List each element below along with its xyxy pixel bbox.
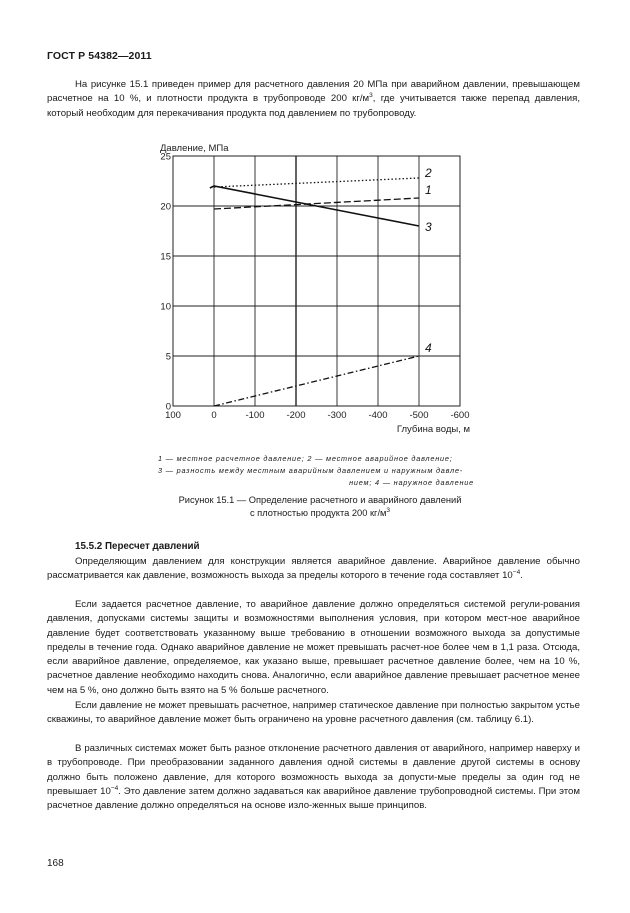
x-tick-label: 100: [165, 410, 181, 421]
series-label-4: 4: [425, 341, 432, 355]
y-tick-label: 5: [165, 351, 171, 363]
series-line-1: [214, 198, 419, 209]
legend-line-3: нием; 4 — наружное давление: [349, 478, 474, 487]
section-title: 15.5.2 Пересчет давлений: [75, 541, 200, 552]
series-label-2: 2: [425, 166, 432, 180]
paragraph-3: Если давление не может превышать расчетное, например статическое давление при полностью закрытом устье скважины, то аварийное давление может быть ограничено на уровне расчетного давления (см. таблицу 6.1).: [47, 700, 580, 726]
paragraph-1: [47, 555, 580, 584]
x-tick-label: -300: [327, 410, 347, 421]
paragraph-4: [47, 742, 580, 813]
paragraph-4-end: . Это давление затем должно задаваться как аварийное давление трубопроводной системы. При этом расчетное давление должно определяться на основе изло-женных выше принципов.: [47, 785, 580, 812]
legend-line-2: 3 — разность между местным аварийным давлением и наружным давле-: [158, 466, 464, 475]
paragraph-2: Если задается расчетное давление, то аварийное давление должно определяться системой регули-рования давления, допусками системы защиты и возможностями выполнения условия, при котором мест-ное аварийное давление будет соответствовать указанному выше требованию в отношении возможного выхода за допустимые пределы в течение года. Однако аварийное давление не может превышать расчет-ное более чем в 1,1 раза. Отсюда, если аварийное давление, определяемое, как указано выше, превышает расчетное давление более, чем на 10 %, расчетное давление необходимо находить снова. Аналогично, если аварийное давление превышает расчетное менее чем на 5 %, оно должно быть взято на 5 % больше расчетного.: [47, 599, 580, 696]
series-line-2: [214, 178, 419, 187]
y-tick-label: 20: [160, 201, 171, 213]
y-tick-label: 10: [160, 301, 171, 313]
series-line-4: [214, 356, 419, 406]
intro-line-1: На рисунке 15.1 приведен пример для расчетного давления 20 МПа при аварийном давлении,: [75, 79, 509, 90]
paragraph-1-sup: −4: [512, 569, 521, 577]
x-tick-label: -400: [368, 410, 388, 421]
legend-line-1: 1 — местное расчетное давление; 2 — местное аварийное давление;: [158, 454, 453, 463]
y-tick-label: 15: [160, 251, 171, 263]
caption-line-2-text: с плотностью продукта 200 кг/м: [249, 507, 387, 518]
paragraph-1-end: .: [520, 570, 523, 582]
intro-line-3: перепад давления, который необходим для перекачивания продукта под давлением по трубопроводу.: [47, 93, 580, 119]
paragraph-4-text: В различных системах может быть разное отклонение расчетного давления от аварийного, например наверху и в трубопроводе. При преобразовании заданного давления одной системы в давление другой системы в основу должно быть положено давление, для которого возможность выхода за допусти-мые пределы за один год не превышает 10: [47, 743, 580, 797]
x-tick-label: -500: [409, 410, 429, 421]
x-tick-label: -200: [286, 410, 306, 421]
pressure-chart: [150, 138, 490, 438]
standard-header: ГОСТ Р 54382—2011: [47, 50, 152, 62]
x-tick-label: -100: [245, 410, 265, 421]
page-number: 168: [47, 858, 64, 869]
caption-line-1: Рисунок 15.1 — Определение расчетного и аварийного давлений: [178, 495, 462, 505]
y-tick-label: 25: [160, 151, 171, 163]
paragraph-4-sup: −4: [110, 784, 119, 792]
caption-line-2: [250, 508, 390, 518]
chart-legend: [158, 453, 474, 489]
figure-caption: [150, 494, 490, 519]
intro-line-2b: , где учитывается также: [372, 93, 487, 105]
y-tick-label: 0: [165, 401, 171, 413]
pressure-chart-svg: [150, 138, 490, 438]
caption-sup: 3: [386, 506, 391, 514]
plot-frame: [173, 156, 460, 406]
series-label-3: 3: [425, 220, 432, 234]
intro-line-2a: превышающем расчетное на 10 %, и плотности продукта в трубопроводе 200 кг/м: [47, 79, 580, 105]
x-tick-label: -600: [450, 410, 470, 421]
paragraph-1-text: Определяющим давлением для конструкции является аварийное давление. Аварийное давление обычно рассматривается как давление, возможность выхода за пределы которого в течение года составляет 10: [47, 556, 580, 582]
series-label-1: 1: [425, 183, 432, 197]
x-tick-label: 0: [211, 410, 217, 421]
intro-line-2-sup: 3: [369, 92, 373, 100]
intro-paragraph: [47, 78, 580, 121]
y-axis-label: Давление, МПа: [160, 143, 229, 154]
x-axis-label: Глубина воды, м: [396, 424, 470, 435]
